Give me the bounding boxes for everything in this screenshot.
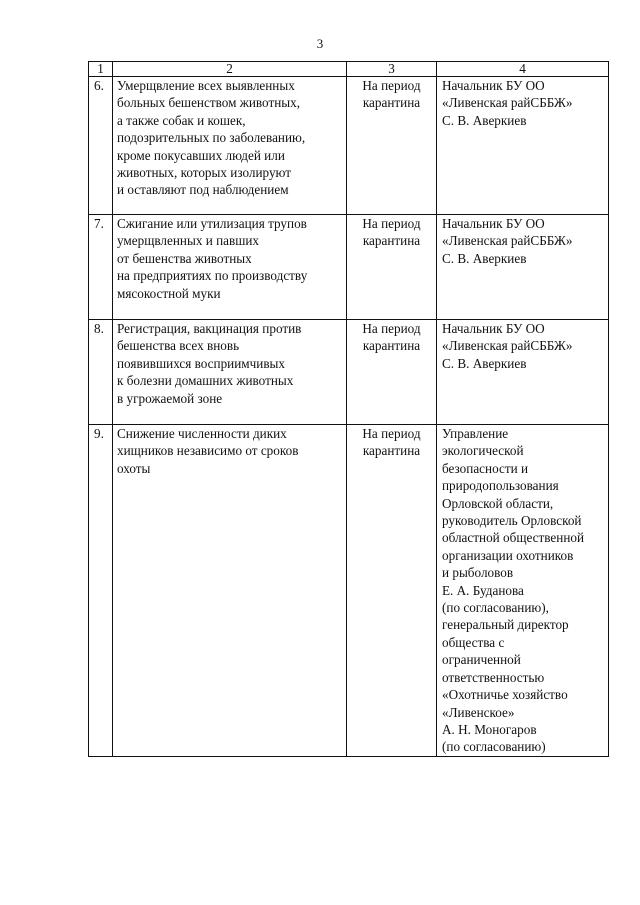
header-col-4: 4 — [437, 62, 609, 77]
table-row — [89, 425, 609, 757]
measure-text: Сжигание или утилизация трупов умерщвленных и павших от бешенства животных на предприятиях по производству мясокостной муки — [113, 215, 347, 320]
header-col-2: 2 — [113, 62, 347, 77]
responsible-text: Начальник БУ ОО «Ливенская райСББЖ» С. В. Аверкиев — [437, 77, 609, 215]
measure-text: Регистрация, вакцинация против бешенства всех вновь появившихся восприимчивых к болезни домашних животных в угрожаемой зоне — [113, 320, 347, 425]
period-text: На период карантина — [347, 425, 437, 757]
responsible-text: Начальник БУ ОО «Ливенская райСББЖ» С. В. Аверкиев — [437, 215, 609, 320]
header-col-3: 3 — [347, 62, 437, 77]
measures-table — [88, 61, 609, 757]
measure-text: Снижение численности диких хищников независимо от сроков охоты — [113, 425, 347, 757]
responsible-text: Начальник БУ ОО «Ливенская райСББЖ» С. В. Аверкиев — [437, 320, 609, 425]
period-text: На период карантина — [347, 77, 437, 215]
header-col-1: 1 — [89, 62, 113, 77]
period-text: На период карантина — [347, 215, 437, 320]
table-row — [89, 77, 609, 215]
row-number: 7. — [89, 215, 113, 320]
row-number: 6. — [89, 77, 113, 215]
table-row — [89, 320, 609, 425]
period-text: На период карантина — [347, 320, 437, 425]
row-number: 8. — [89, 320, 113, 425]
measure-text: Умерщвление всех выявленных больных бешенством животных, а также собак и кошек, подозрительных по заболеванию, кроме покусавших людей или животных, которых изолируют и оставляют под наблюдением — [113, 77, 347, 215]
table-row — [89, 215, 609, 320]
page-number: 3 — [316, 36, 324, 51]
table-header-row — [89, 62, 609, 77]
row-number: 9. — [89, 425, 113, 757]
responsible-text: Управление экологической безопасности и природопользования Орловской области, руководитель Орловской областной общественной организации охотников и рыболовов Е. А. Буданова (по согласованию), генеральный директор общества с ограниченной ответственностью «Охотничье хозяйство «Ливенское» А. Н. Моногаров (по согласованию) — [437, 425, 609, 757]
